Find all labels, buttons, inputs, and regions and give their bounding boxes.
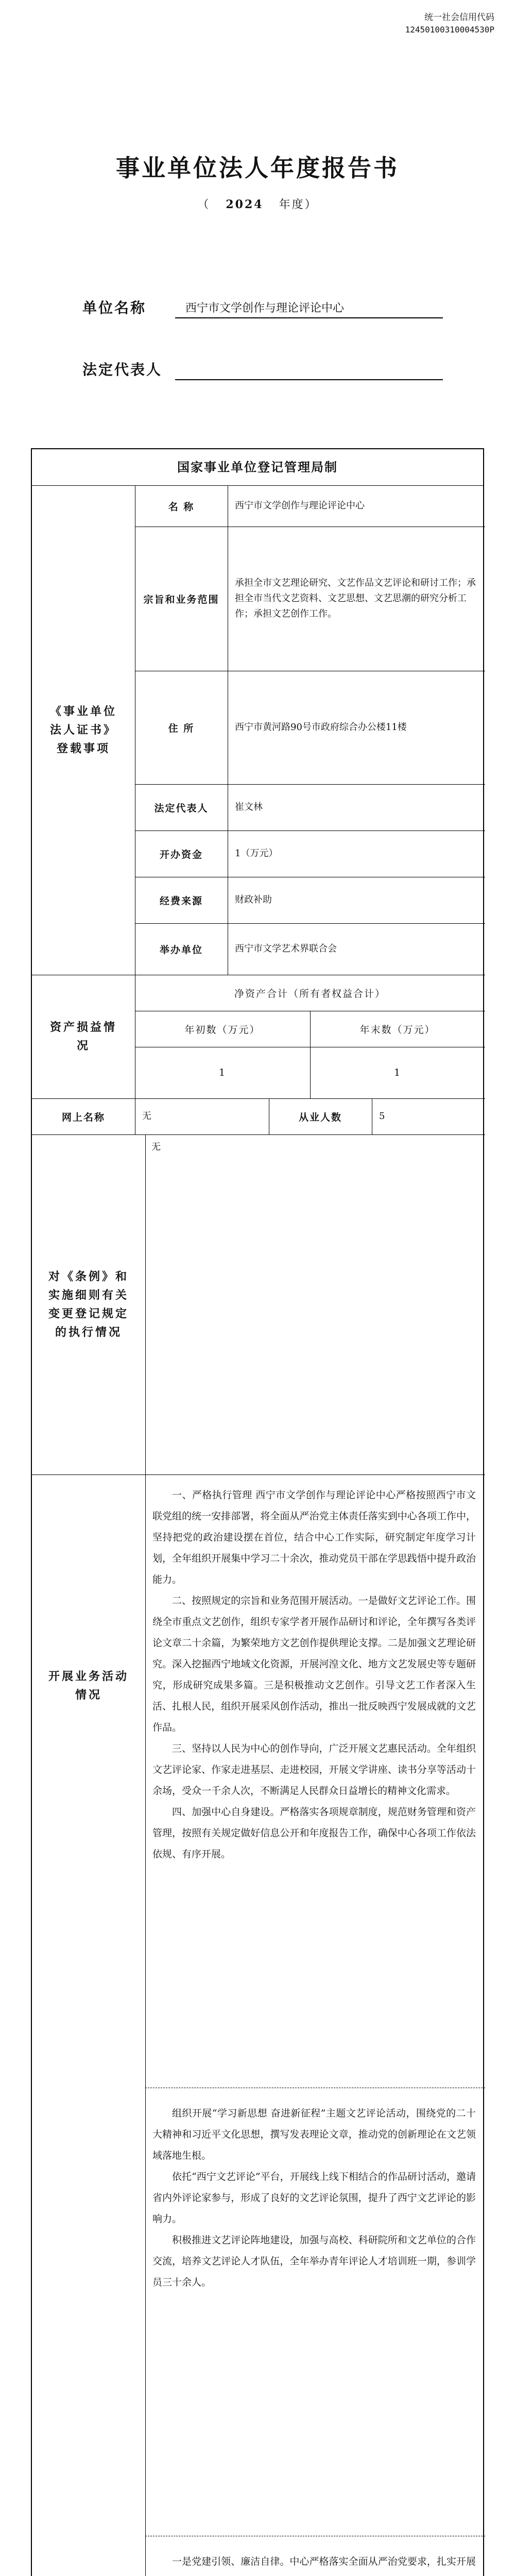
business-para: 一、严格执行管理 西宁市文学创作与理论评论中心严格按照西宁市文联党组的统一安排部署，将全面从严治党主体责任落实到中心各项工作中，坚持把党的政治建设摆在首位，结合中心工作实际，研究制定年度学习计划，全年组织开展集中学习二十余次，推动党员干部在学思践悟中提升政治能力。 — [152, 1489, 476, 1585]
report-title: 事业单位法人年度报告书 — [116, 154, 399, 182]
business-para: 依托“西宁文艺评论”平台，开展线上线下相结合的作品研讨活动，邀请省内外评论家参与，形成了良好的文艺评论氛围，提升了西宁文艺评论的影响力。 — [152, 2171, 476, 2225]
credit-code-value: 12450100310004530P — [405, 25, 494, 35]
row-legalrep-value: 崔文林 — [235, 802, 263, 812]
unit-name-underline — [175, 317, 443, 318]
row-scope-label: 宗旨和业务范围 — [143, 594, 219, 605]
unit-name-label: 单位名称 — [82, 299, 147, 316]
business-text-3 — [145, 2546, 483, 2576]
business-para: 二、按照规定的宗旨和业务范围开展活动。一是做好文艺评论工作。围绕全市重点文艺创作，组织专家学者开展作品研讨和评论，全年撰写各类评论文章二十余篇，为繁荣地方文艺创作提供理论支撑。二是加强文艺理论研究。深入挖掘西宁地域文化资源，开展河湟文化、地方文艺发展史等专题研究，形成研究成果多篇。三是积极推动文艺创作。引导文艺工作者深入生活、扎根人民，组织开展采风创作活动，推出一批反映西宁发展成就的文艺作品。 — [152, 1595, 476, 1733]
credit-code-label: 统一社会信用代码 — [424, 12, 494, 23]
business-para: 组织开展“学习新思想 奋进新征程”主题文艺评论活动，围绕党的二十大精神和习近平文化思想，撰写发表理论文章，推动党的创新理论在文艺领域落地生根。 — [152, 2108, 476, 2161]
year-open: （ — [197, 198, 211, 211]
year-close: 年度） — [279, 198, 318, 211]
legal-rep-field — [82, 350, 443, 383]
website-value: 无 — [142, 1111, 151, 1122]
assets-begin-value: 1 — [218, 1067, 227, 1078]
business-para: 四、加强中心自身建设。严格落实各项规章制度，规范财务管理和资产管理，按照有关规定做好信息公开和年度报告工作，确保中心各项工作依法依规、有序开展。 — [152, 1806, 476, 1860]
credit-code-block — [405, 11, 494, 36]
regulation-label: 对《条例》和实施细则有关变更登记规定的执行情况 — [48, 1270, 129, 1339]
row-legalrep-label: 法定代表人 — [154, 802, 209, 814]
business-para: 积极推进文艺评论阵地建设，加强与高校、科研院所和文艺单位的合作交流，培养文艺评论人才队伍，全年举办青年评论人才培训班一期，参训学员三十余人。 — [152, 2234, 476, 2288]
row-source-label: 经费来源 — [159, 895, 203, 907]
regulation-value: 无 — [151, 1142, 161, 1153]
year-value: 2024 — [226, 198, 264, 211]
business-para: 一是党建引领、廉洁自律。中心严格落实全面从严治党要求，扎实开展 — [172, 2556, 476, 2567]
assets-begin-label: 年初数（万元） — [184, 1024, 261, 1036]
assets-end-label: 年末数（万元） — [359, 1024, 436, 1036]
row-source-value: 财政补助 — [235, 894, 272, 905]
row-name-label: 名 称 — [168, 501, 195, 513]
row-funds-label: 开办资金 — [159, 849, 203, 860]
business-label: 开展业务活动情况 — [48, 1670, 129, 1702]
row-sponsor-label: 举办单位 — [159, 944, 203, 956]
business-text-1 — [145, 1480, 483, 1865]
business-text-2 — [145, 2098, 483, 2293]
business-para: 三、坚持以人民为中心的创作导向，广泛开展文艺惠民活动。全年组织文艺评论家、作家走进基层、走进校园，开展文学讲座、读书分享等活动十余场，受众一千余人次，不断满足人民群众日益增长的精神文化需求。 — [152, 1743, 476, 1797]
row-name-value: 西宁市文学创作与理论评论中心 — [235, 500, 365, 511]
legal-rep-underline — [175, 379, 443, 380]
staff-label: 从业人数 — [298, 1111, 342, 1123]
cert-label: 《事业单位法人证书》登载事项 — [49, 705, 117, 755]
report-year — [0, 196, 515, 212]
assets-end-value: 1 — [393, 1067, 402, 1078]
website-label: 网上名称 — [61, 1111, 105, 1123]
row-scope-value: 承担全市文艺理论研究、文艺作品文艺评论和研讨工作；承担全市当代文艺资料、文艺思想、文艺思潮的研究分析工作；承担文艺创作工作。 — [235, 578, 476, 619]
staff-value: 5 — [379, 1111, 385, 1122]
report-sheet — [31, 448, 484, 2576]
assets-label: 资产损益情况 — [49, 1021, 117, 1053]
row-address-label: 住 所 — [168, 722, 195, 734]
row-funds-value: 1（万元） — [235, 848, 278, 859]
row-sponsor-value: 西宁市文学艺术界联合会 — [235, 943, 337, 954]
row-address-value: 西宁市黄河路90号市政府综合办公楼11楼 — [235, 722, 407, 733]
legal-rep-label: 法定代表人 — [82, 361, 163, 378]
sheet-header: 国家事业单位登记管理局制 — [32, 449, 483, 486]
assets-title: 净资产合计（所有者权益合计） — [234, 988, 386, 999]
unit-name-field — [82, 289, 443, 321]
unit-name-value: 西宁市文学创作与理论评论中心 — [185, 302, 345, 315]
